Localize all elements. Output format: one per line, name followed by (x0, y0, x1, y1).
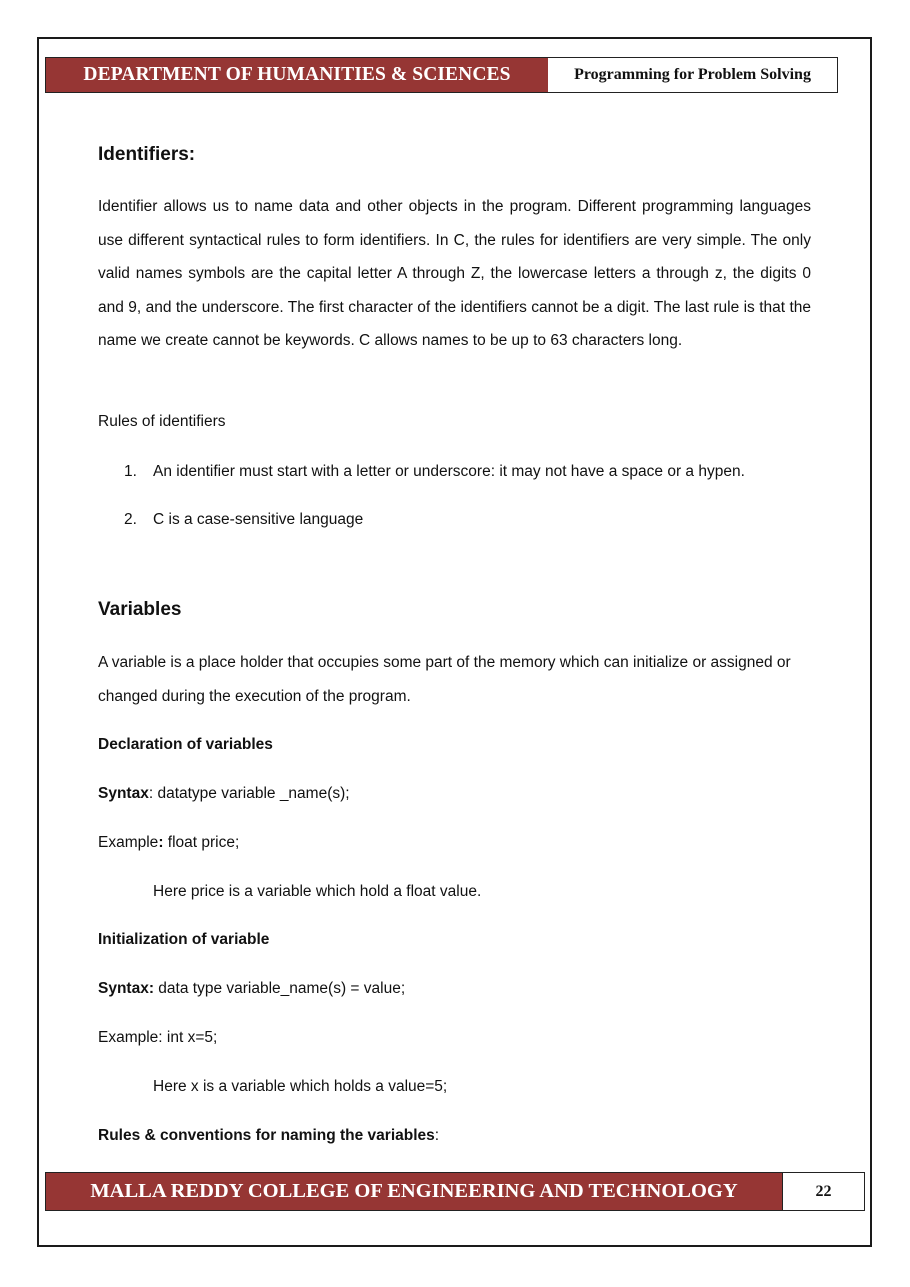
page-header (45, 57, 838, 93)
declaration-syntax (98, 785, 350, 803)
identifier-rule-2 (124, 511, 363, 529)
page-number: 22 (782, 1173, 864, 1210)
list-number: 1. (124, 463, 137, 480)
list-number: 2. (124, 511, 137, 528)
initialization-note: Here x is a variable which holds a value=5; (153, 1078, 448, 1095)
identifiers-paragraph: Identifier allows us to name data and other objects in the program. Different programming languages use different syntactical rules to form identifiers. In C, the rules for identifiers are very simple. The only valid names symbols are the capital letter A through Z, the lowercase letters a through z, the digits 0 and 9, and the underscore. The first character of the identifiers cannot be a digit. The last rule is that the name we create cannot be keywords. C allows names to be up to 63 characters long. (98, 198, 811, 349)
college-name: MALLA REDDY COLLEGE OF ENGINEERING AND TECHNOLOGY (46, 1173, 782, 1210)
variables-paragraph: A variable is a place holder that occupies some part of the memory which can initialize or assigned or changed during the execution of the program. (98, 654, 791, 705)
declaration-heading: Declaration of variables (98, 736, 273, 753)
list-text: C is a case-sensitive language (153, 511, 364, 528)
list-text: An identifier must start with a letter or underscore: it may not have a space or a hypen. (153, 463, 745, 480)
variables-heading: Variables (98, 599, 182, 620)
rules-of-identifiers-label: Rules of identifiers (98, 413, 226, 430)
syntax-label: Syntax (98, 785, 149, 802)
initialization-example: Example: int x=5; (98, 1029, 218, 1046)
identifier-rule-1 (124, 463, 745, 481)
page-footer (45, 1172, 865, 1211)
naming-rules-title: Rules & conventions for naming the variables (98, 1127, 435, 1144)
identifiers-heading: Identifiers: (98, 144, 196, 165)
syntax-label: Syntax: (98, 980, 154, 997)
syntax-text: data type variable_name(s) = value; (154, 980, 406, 997)
declaration-note: Here price is a variable which hold a float value. (153, 883, 482, 900)
declaration-example (98, 834, 239, 852)
syntax-text: : datatype variable _name(s); (148, 785, 350, 802)
example-colon: : (158, 834, 164, 851)
subject-title: Programming for Problem Solving (548, 58, 837, 92)
initialization-syntax (98, 980, 405, 998)
example-label: Example (98, 834, 159, 851)
initialization-heading: Initialization of variable (98, 931, 270, 948)
department-title: DEPARTMENT OF HUMANITIES & SCIENCES (46, 58, 548, 92)
naming-rules-colon: : (434, 1127, 440, 1144)
naming-rules-heading (98, 1127, 439, 1145)
example-text: float price; (163, 834, 240, 851)
